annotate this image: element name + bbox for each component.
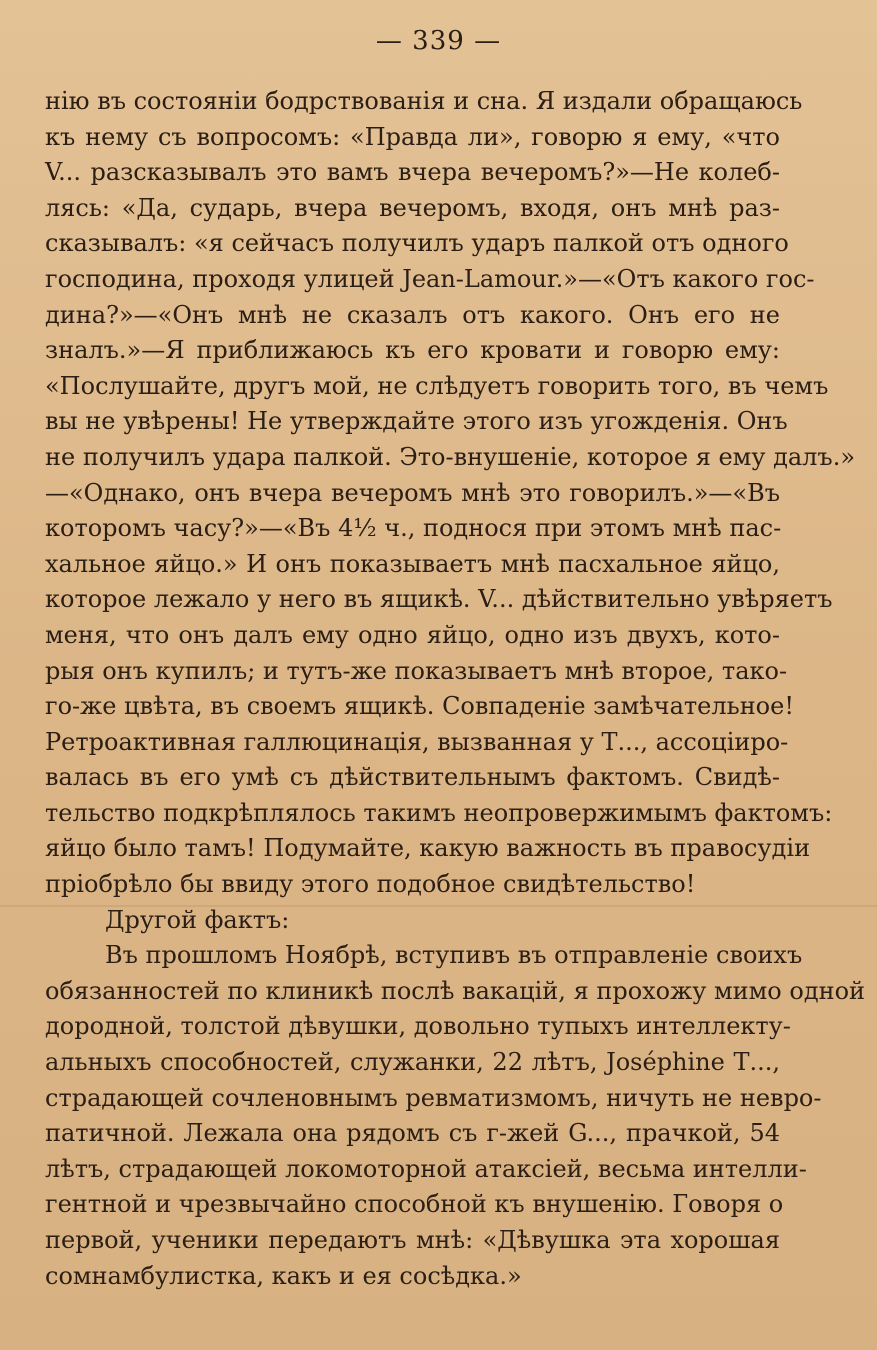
text-line: лясь: «Да, сударь, вчера вечеромъ, входя, онъ мнѣ раз- (45, 193, 780, 222)
paragraph-heading (45, 903, 780, 939)
text-line: нію въ состояніи бодрствованія и сна. Я издали обращаюсь (45, 87, 803, 115)
text-line: вы не увѣрены! Не утверждайте этого изъ угожденія. Онъ (45, 407, 788, 436)
text-line: страдающей сочленовнымъ ревматизмомъ, ничуть не невро- (45, 1083, 822, 1112)
page-number: — 339 — (375, 26, 502, 56)
text-line: пріобрѣло бы ввиду этого подобное свидѣтельство! (45, 870, 696, 899)
text-line: дородной, толстой дѣвушки, довольно тупыхъ интеллекту- (45, 1012, 791, 1041)
text-line: сомнамбулистка, какъ и ея сосѣдка.» (45, 1261, 522, 1290)
text-line: яйцо было тамъ! Подумайте, какую важность въ правосудіи (45, 834, 811, 863)
text-line: меня, что онъ далъ ему одно яйцо, одно изъ двухъ, кото- (45, 620, 780, 649)
paragraph (45, 938, 866, 1294)
text-line: господина, проходя улицей Jean-Lamour.»—«Отъ какого гос- (45, 264, 815, 293)
text-line: сказывалъ: «я сейчасъ получилъ ударъ палкой отъ одного (45, 229, 789, 258)
text-line: зналъ.»—Я приближаюсь къ его кровати и говорю ему: (45, 336, 780, 365)
text-line: хальное яйцо.» И онъ показываетъ мнѣ пасхальное яйцо, (45, 549, 780, 578)
text-line: къ нему съ вопросомъ: «Правда ли», говорю я ему, «что (45, 122, 780, 151)
text-line: обязанностей по клиникѣ послѣ вакацій, я прохожу мимо одной (45, 976, 866, 1005)
text-line: го-же цвѣта, въ своемъ ящикѣ. Совпаденіе замѣчательное! (45, 692, 794, 721)
text-line: Ретроактивная галлюцинація, вызванная у Т..., ассоціиро- (45, 727, 789, 756)
text-line: лѣтъ, страдающей локомоторной атаксіей, весьма интелли- (45, 1154, 807, 1183)
text-line: Въ прошломъ Ноябрѣ, вступивъ въ отправленіе своихъ (105, 941, 803, 970)
text-line: первой, ученики передаютъ мнѣ: «Дѣвушка эта хорошая (45, 1226, 780, 1254)
text-line: V... разсказывалъ это вамъ вчера вечеромъ?»—Не колеб- (45, 158, 780, 187)
paragraph-continuation (45, 84, 856, 903)
text-line: которое лежало у него въ ящикѣ. V... дѣйствительно увѣряетъ (45, 585, 833, 614)
text-line: дина?»—«Онъ мнѣ не сказалъ отъ какого. Онъ его не (45, 300, 780, 329)
text-line: альныхъ способностей, служанки, 22 лѣтъ, Joséphine Т..., (45, 1048, 780, 1077)
text-line: валась въ его умѣ съ дѣйствительнымъ фактомъ. Свидѣ- (45, 763, 780, 792)
text-line: «Послушайте, другъ мой, не слѣдуетъ говорить того, въ чемъ (45, 371, 829, 400)
text-line: гентной и чрезвычайно способной къ внушенію. Говоря о (45, 1190, 784, 1219)
text-line: тельство подкрѣплялось такимъ неопровержимымъ фактомъ: (45, 798, 833, 827)
text-line: —«Однако, онъ вчера вечеромъ мнѣ это говорилъ.»—«Въ (45, 478, 780, 507)
page-fold-divider (0, 905, 877, 907)
text-line: которомъ часу?»—«Въ 4½ ч., поднося при этомъ мнѣ пас- (45, 514, 782, 543)
text-line: патичной. Лежала она рядомъ съ г-жей G..., прачкой, 54 (45, 1119, 780, 1148)
body-text (45, 84, 866, 1294)
text-line: рыя онъ купилъ; и тутъ-же показываетъ мнѣ второе, тако- (45, 656, 788, 685)
text-line: не получилъ удара палкой. Это-внушеніе, которое я ему далъ.» (45, 442, 856, 471)
text-line: Другой фактъ: (105, 905, 290, 934)
